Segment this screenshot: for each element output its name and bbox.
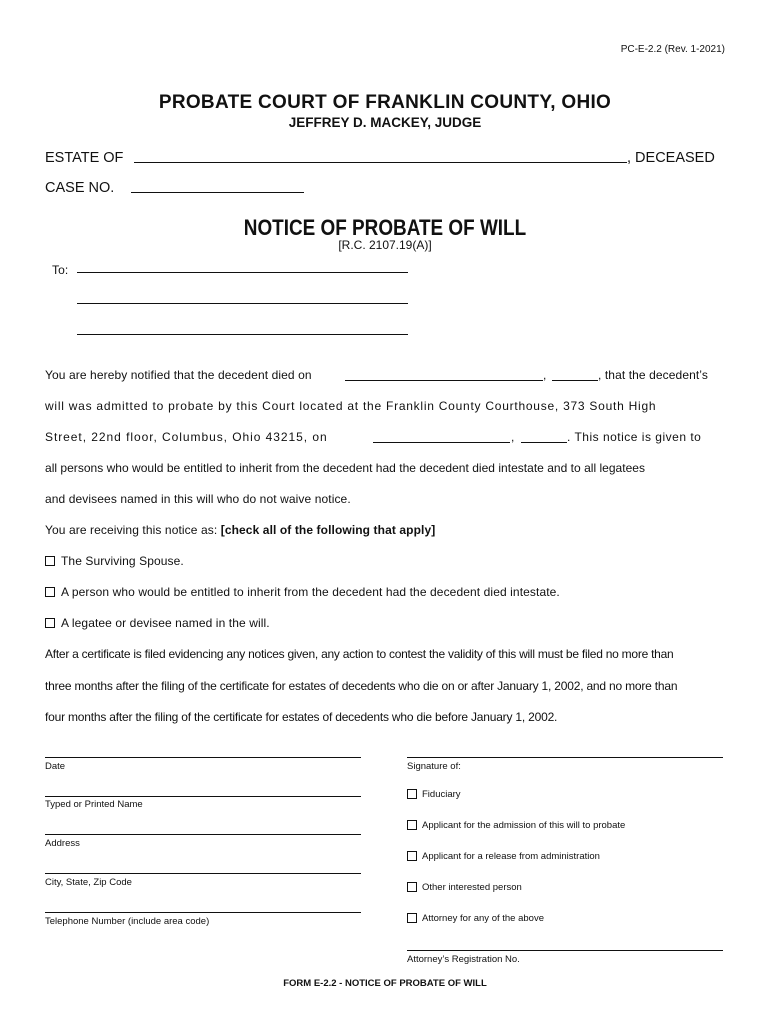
receiving-instruction: [check all of the following that apply] <box>220 523 436 537</box>
address-label: Address <box>45 838 80 849</box>
probate-date-field[interactable] <box>373 442 510 443</box>
attorney-checkbox[interactable] <box>407 913 417 923</box>
death-date-field[interactable] <box>345 380 543 381</box>
sig-option-other-interested: Other interested person <box>422 882 522 893</box>
intestate-heir-checkbox[interactable] <box>45 587 55 597</box>
body-line-2: will was admitted to probate by this Court located at the Franklin County Courthouse, 373 South High <box>45 399 657 413</box>
option-surviving-spouse: The Surviving Spouse. <box>61 554 184 568</box>
signature-field[interactable] <box>407 757 723 758</box>
body-line-1a: You are hereby notified that the decedent died on <box>45 368 312 382</box>
surviving-spouse-checkbox[interactable] <box>45 556 55 566</box>
city-state-zip-field[interactable] <box>45 873 361 874</box>
applicant-admission-checkbox[interactable] <box>407 820 417 830</box>
date-field[interactable] <box>45 757 361 758</box>
body-line-5: and devisees named in this will who do not waive notice. <box>45 492 351 506</box>
to-field-2[interactable] <box>77 303 408 304</box>
applicant-release-checkbox[interactable] <box>407 851 417 861</box>
deceased-suffix: , DECEASED <box>627 150 715 166</box>
comma: , <box>511 430 515 444</box>
to-field-3[interactable] <box>77 334 408 335</box>
certificate-line-3: four months after the filing of the certificate for estates of decedents who die before January 1, 2002. <box>45 710 558 724</box>
body-line-3b: . This notice is given to <box>567 430 702 444</box>
city-state-zip-label: City, State, Zip Code <box>45 877 132 888</box>
receiving-label: You are receiving this notice as: <box>45 523 221 537</box>
date-label: Date <box>45 761 66 772</box>
sig-option-applicant-release: Applicant for a release from administration <box>422 851 600 862</box>
option-intestate-heir: A person who would be entitled to inherit from the decedent had the decedent died intestate. <box>61 585 560 599</box>
certificate-line-1: After a certificate is filed evidencing any notices given, any action to contest the validity of this will must be filed no more than <box>45 647 674 661</box>
estate-label: ESTATE OF <box>45 150 124 166</box>
fiduciary-checkbox[interactable] <box>407 789 417 799</box>
printed-name-label: Typed or Printed Name <box>45 799 143 810</box>
sig-option-fiduciary: Fiduciary <box>422 789 461 800</box>
sig-option-attorney: Attorney for any of the above <box>422 913 544 924</box>
death-year-field[interactable] <box>552 380 598 381</box>
form-code: PC-E-2.2 (Rev. 1-2021) <box>620 44 725 55</box>
body-line-1b: , that the decedent’s <box>598 368 708 382</box>
case-label: CASE NO. <box>45 180 115 196</box>
printed-name-field[interactable] <box>45 796 361 797</box>
comma: , <box>543 368 547 382</box>
telephone-label: Telephone Number (include area code) <box>45 916 210 927</box>
attorney-registration-field[interactable] <box>407 950 723 951</box>
attorney-registration-label: Attorney’s Registration No. <box>407 954 520 965</box>
body-line-3a: Street, 22nd floor, Columbus, Ohio 43215, on <box>45 430 328 444</box>
court-name: PROBATE COURT OF FRANKLIN COUNTY, OHIO <box>158 92 612 113</box>
telephone-field[interactable] <box>45 912 361 913</box>
estate-field[interactable] <box>134 162 627 163</box>
address-field[interactable] <box>45 834 361 835</box>
option-legatee: A legatee or devisee named in the will. <box>61 616 270 630</box>
other-interested-checkbox[interactable] <box>407 882 417 892</box>
to-label: To: <box>52 263 69 277</box>
probate-year-field[interactable] <box>521 442 567 443</box>
signature-label: Signature of: <box>407 761 461 772</box>
sig-option-applicant-admission: Applicant for the admission of this will to probate <box>422 820 626 831</box>
to-field-1[interactable] <box>77 272 408 273</box>
case-number-field[interactable] <box>131 192 304 193</box>
judge-name: JEFFREY D. MACKEY, JUDGE <box>288 115 482 130</box>
statute-ref: [R.C. 2107.19(A)] <box>338 238 432 252</box>
certificate-line-2: three months after the filing of the certificate for estates of decedents who die on or after January 1, 2002, and no more than <box>45 679 678 693</box>
legatee-checkbox[interactable] <box>45 618 55 628</box>
page-title: NOTICE OF PROBATE OF WILL <box>243 215 527 240</box>
form-footer: FORM E-2.2 - NOTICE OF PROBATE OF WILL <box>283 978 487 989</box>
body-line-4: all persons who would be entitled to inherit from the decedent had the decedent died intestate and to all legatees <box>45 461 646 475</box>
